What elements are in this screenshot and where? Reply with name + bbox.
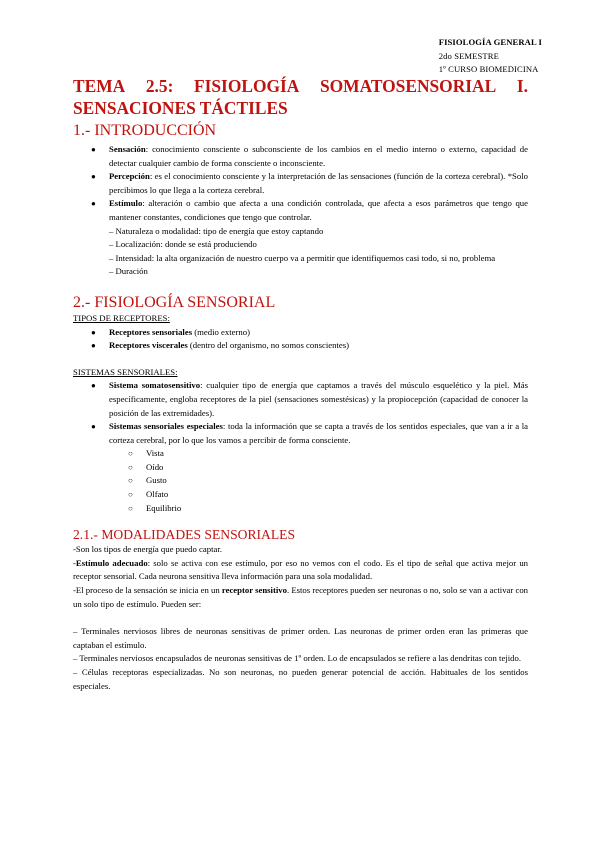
- sense-label: Oído: [146, 461, 164, 472]
- list-item: [128, 461, 528, 475]
- list-item: [91, 170, 528, 197]
- bullet-icon: ●: [91, 145, 96, 154]
- circle-bullet-icon: ○: [128, 476, 133, 486]
- list-item: [128, 474, 528, 488]
- list-item: [91, 197, 528, 224]
- section-2-heading: 2.- FISIOLOGÍA SENSORIAL: [73, 293, 276, 311]
- receptors-list: [73, 326, 528, 353]
- paragraph-text: : solo se activa con ese estímulo, por eso no vemos con el codo. Es el tipo de señal que activa mejor un receptor sensorial. Cada neurona sensitiva lleva información para una sola modalidad.: [73, 557, 529, 582]
- receptor-type: – Terminales nerviosos libres de neuronas sensitivas de primer orden. Las neuronas de primer orden eran las primeras que captaban el estímulo.: [73, 626, 528, 650]
- stimulus-property: – Intensidad: la alta organización de nuestro cuerpo va a permitir que identifiquemos casi todo, si no, problema: [109, 252, 496, 263]
- paragraph: -Son los tipos de energía que puedo captar.: [73, 544, 222, 555]
- sense-label: Equilibrio: [146, 502, 182, 513]
- term: Receptores sensoriales: [109, 326, 193, 337]
- section-2-1-heading: 2.1.- MODALIDADES SENSORIALES: [73, 527, 296, 543]
- list-item: [128, 488, 528, 502]
- list-item: [128, 447, 528, 461]
- bullet-icon: ●: [91, 381, 96, 391]
- title-word: SOMATOSENSORIAL: [319, 76, 497, 96]
- list-item: [91, 326, 528, 340]
- term: Sistema somatosensitivo: [109, 380, 201, 391]
- paragraph: [73, 584, 528, 611]
- title-word: FISIOLOGÍA: [194, 76, 300, 96]
- header-semester: 2do SEMESTRE: [438, 50, 499, 61]
- title-word: I.: [516, 76, 528, 96]
- list-item: [91, 379, 528, 420]
- definition: (medio externo): [192, 326, 250, 337]
- paragraph-prefix: -: [73, 557, 76, 568]
- definition: : toda la información que se capta a través de los sentidos especiales, que van a ir a la corteza cerebral, por lo que los vamos a percibir de forma consciente.: [109, 421, 528, 445]
- document-body: [73, 76, 528, 693]
- section-1-heading: 1.- INTRODUCCIÓN: [73, 122, 217, 139]
- stimulus-property: – Localización: donde se está produciendo: [109, 239, 257, 250]
- term: Sensación: [109, 144, 146, 154]
- stimulus-properties: [73, 225, 528, 279]
- header-course: FISIOLOGÍA GENERAL I: [438, 37, 542, 47]
- term: receptor sensitivo: [221, 585, 287, 596]
- sense-label: Olfato: [146, 489, 169, 500]
- paragraph-text: . Estos receptores pueden ser neuronas o no, solo se van a activar con un solo tipo de estímulo. Pueden ser:: [73, 585, 529, 609]
- circle-bullet-icon: ○: [128, 503, 133, 513]
- senses-list: [73, 447, 528, 515]
- definition: (dentro del organismo, no somos conscientes): [187, 340, 349, 351]
- page-header: [439, 36, 542, 77]
- sense-label: Gusto: [146, 475, 167, 486]
- sense-label: Vista: [146, 448, 164, 459]
- receptor-type: – Terminales nerviosos encapsulados de neuronas sensitivas de 1º orden. Lo de encapsulados se refiere a las dendritas con tejido.: [73, 653, 521, 664]
- title-word: TEMA: [73, 76, 126, 96]
- circle-bullet-icon: ○: [128, 462, 133, 472]
- definition: : cualquier tipo de energía que captamos a través del músculo esquelético y la piel. Más específicamente, engloba receptores de la piel (sensaciones somestésicas) y la propiocepción (capacidad de conocer la posición de las extremidades).: [109, 380, 528, 418]
- receptor-types: [73, 625, 528, 693]
- title-word: 2.5:: [145, 76, 174, 96]
- list-item: [91, 420, 528, 447]
- bullet-icon: ●: [91, 327, 96, 337]
- receptors-label: TIPOS DE RECEPTORES:: [73, 312, 170, 323]
- stimulus-property: – Naturaleza o modalidad: tipo de energía que estoy captando: [109, 225, 324, 236]
- title-line-1: [73, 76, 528, 98]
- bullet-icon: ●: [91, 422, 96, 432]
- term: Estímulo: [109, 198, 143, 209]
- systems-list: [73, 379, 528, 447]
- term: Receptores viscerales: [109, 340, 188, 351]
- definition: : alteración o cambio que afecta a una condición controlada, que afecta a esos parámetros que tengo que mantener constantes, condiciones que tengo que controlar.: [109, 198, 528, 222]
- paragraph-prefix: -El proceso de la sensación se inicia en un: [73, 585, 222, 596]
- term: Estímulo adecuado: [75, 557, 148, 568]
- bullet-icon: ●: [91, 199, 96, 209]
- paragraph: [73, 557, 528, 584]
- bullet-icon: ●: [91, 172, 96, 182]
- document-title: [73, 76, 528, 119]
- title-line-2: SENSACIONES TÁCTILES: [73, 97, 288, 118]
- stimulus-property: – Duración: [109, 266, 148, 277]
- list-item: [91, 143, 528, 170]
- definition: : es el conocimiento consciente y la interpretación de las sensaciones (función de la corteza cerebral). *Solo percibimos lo que llega a la corteza cerebral.: [109, 171, 528, 195]
- circle-bullet-icon: ○: [128, 490, 133, 500]
- circle-bullet-icon: ○: [128, 449, 133, 459]
- term: Percepción: [109, 171, 150, 182]
- systems-label: SISTEMAS SENSORIALES:: [73, 366, 178, 377]
- list-item: [128, 502, 528, 516]
- header-program: 1º CURSO BIOMEDICINA: [438, 64, 539, 74]
- section-1-list: [73, 143, 528, 225]
- list-item: [91, 339, 528, 353]
- term: Sistemas sensoriales especiales: [109, 421, 223, 432]
- receptor-type: – Células receptoras especializadas. No son neuronas, no pueden generar potencial de acción. Habituales de los sentidos especiales.: [73, 667, 528, 691]
- definition: : conocimiento consciente o subconsciente de los cambios en el medio interno o externo, capacidad de detectar cualquier cambio de forma consciente o inconsciente.: [109, 144, 528, 168]
- bullet-icon: ●: [91, 341, 96, 351]
